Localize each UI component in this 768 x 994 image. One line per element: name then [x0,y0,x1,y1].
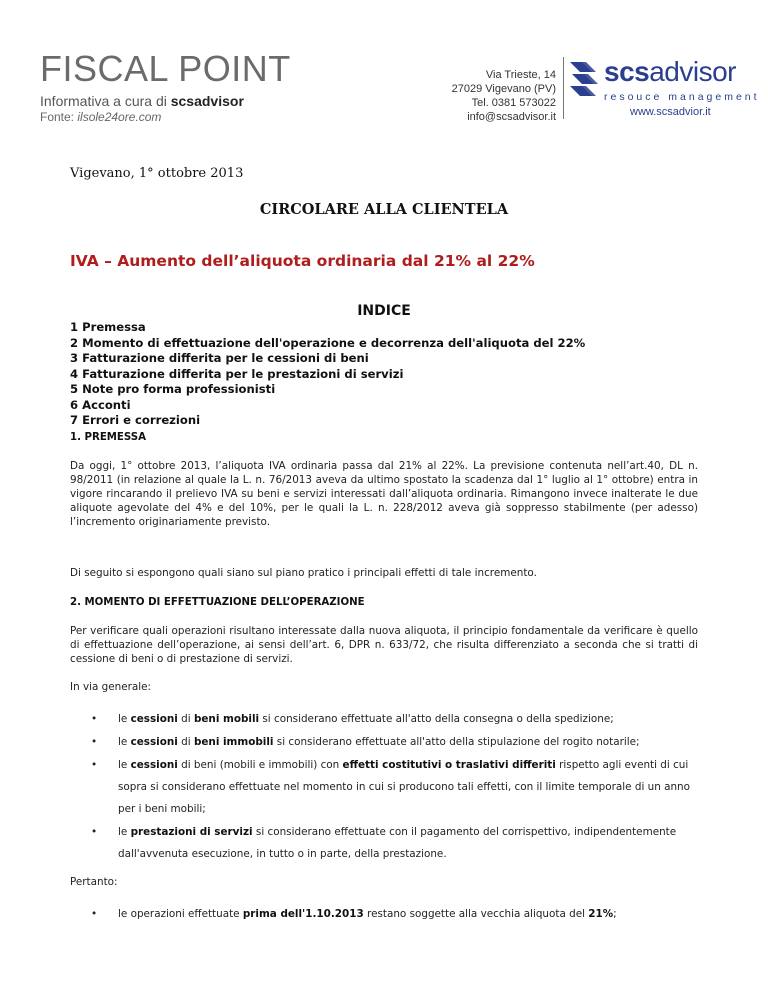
text: le operazioni effettuate [118,908,243,920]
section-heading: 2. MOMENTO DI EFFETTUAZIONE DELL’OPERAZIONE [70,597,365,608]
section-heading: 1. PREMESSA [70,432,146,443]
bold-text: cessioni [130,759,178,771]
address-city: 27029 Vigevano (PV) [451,83,556,95]
list-item [70,903,710,925]
tagline-brand: scsadvisor [170,93,244,109]
text: rispetto agli eventi di cui sopra si considerano effettuate nel momento in cui si producono tali effetti, con il limite temporale di un anno per i beni mobili; [118,759,691,815]
text: le [118,759,131,771]
bold-text: prestazioni di servizi [130,826,253,838]
circular-heading: CIRCOLARE ALLA CLIENTELA [259,201,509,218]
bullet-icon: • [91,759,98,771]
bold-text: beni mobili [193,713,260,725]
text: le [118,736,131,748]
source-line [40,110,340,124]
logo-url: www.scsadvior.it [630,106,711,118]
source-value: ilsole24ore.com [77,110,162,124]
list-item [70,821,710,865]
list-item [70,754,710,820]
logo-wordmark [604,56,736,88]
section1-paragraph: Da oggi, 1° ottobre 2013, l’aliquota IVA ordinaria passa dal 21% al 22%. La previsione contenuta nell’art.40, DL n. 98/2011 (in relazione al quale la L. n. 76/2013 aveva da ultimo spostato la scadenza dal 1° luglio al 1° ottobre) entra in vigore rincarando il prelievo IVA su beni e servizi interessati dall’aliquota ordinaria. Rimangono invece inalterate le due aliquote agevolate del 4% e del 10%, per le quali la L. n. 228/2012 aveva già soppresso stabilmente (per adesso) l’incremento originariamente previsto. [70,460,698,528]
address-phone: Tel. 0381 573022 [471,97,556,109]
bullet-icon: • [91,826,98,838]
logo-stripes-icon [568,58,604,98]
bullet-icon: • [91,713,98,725]
section1-paragraph-2: Di seguito si espongono quali siano sul piano pratico i principali effetti di tale incremento. [70,567,537,579]
text: restano soggette alla vecchia aliquota del [363,908,589,920]
index-item: 3 Fatturazione differita per le cessioni di beni [70,351,369,365]
address-email: info@scsadvisor.it [467,111,556,123]
header-address [440,68,556,124]
index-item: 5 Note pro forma professionisti [70,382,276,396]
bold-text: effetti costitutivi o traslativi differiti [342,759,556,771]
source-label: Fonte: [40,110,78,124]
text: le [118,826,131,838]
text: di [177,713,194,725]
text: si considerano effettuate con il pagamento del corrispettivo, indipendentemente dall'avvenuta esecuzione, in tutto o in parte, della prestazione. [118,826,677,860]
logo-subtitle: resouce management [604,91,760,103]
header-brand-block [40,50,340,124]
brand-title: FISCAL POINT [40,48,291,89]
address-street: Via Trieste, 14 [485,69,556,81]
section2-paragraph: Per verificare quali operazioni risultano interessate dalla nuova aliquota, il principio fondamentale da verificare è quello di effettuazione dell’operazione, ai sensi dell’art. 6, DPR n. 633/72, che risulta differenziato a seconda che si tratti di cessione di beni o di prestazione di servizi. [70,625,698,665]
bold-text: cessioni [130,713,178,725]
index-item: 4 Fatturazione differita per le prestazioni di servizi [70,366,404,381]
text: di beni (mobili e immobili) con [177,759,343,771]
bullet-icon: • [91,736,98,748]
scsadvisor-logo [568,56,760,118]
list-item [70,731,710,753]
bold-text: cessioni [130,736,178,748]
index-item: 2 Momento di effettuazione dell'operazione e decorrenza dell'aliquota del 22% [70,335,586,350]
text: ; [613,908,617,920]
index-list [70,320,585,429]
document-date: Vigevano, 1° ottobre 2013 [70,166,244,181]
tagline-prefix: Informativa a cura di [40,93,171,109]
general-label: In via generale: [70,681,152,693]
text: le [118,713,131,725]
therefore-label: Pertanto: [70,876,118,888]
logo-word-rest: advisor [649,56,736,87]
bullet-list [70,708,710,866]
header-divider [563,57,564,119]
tagline [40,93,340,109]
bold-text: beni immobili [193,736,274,748]
text: si considerano effettuate all'atto della stipulazione del rogito notarile; [273,736,640,748]
bullet-list-2 [70,903,710,926]
logo-word-bold: scs [604,56,650,87]
bold-text: 21% [588,908,614,920]
index-title: INDICE [357,303,411,319]
index-item: 1 Premessa [70,320,146,334]
index-item: 7 Errori e correzioni [70,413,201,427]
list-item [70,708,710,730]
bullet-icon: • [91,908,98,920]
bold-text: prima dell'1.10.2013 [242,908,364,920]
text: si considerano effettuate all'atto della consegna o della spedizione; [259,713,614,725]
document-title: IVA – Aumento dell’aliquota ordinaria dal 21% al 22% [70,252,535,270]
text: di [177,736,194,748]
index-item: 6 Acconti [70,397,131,412]
